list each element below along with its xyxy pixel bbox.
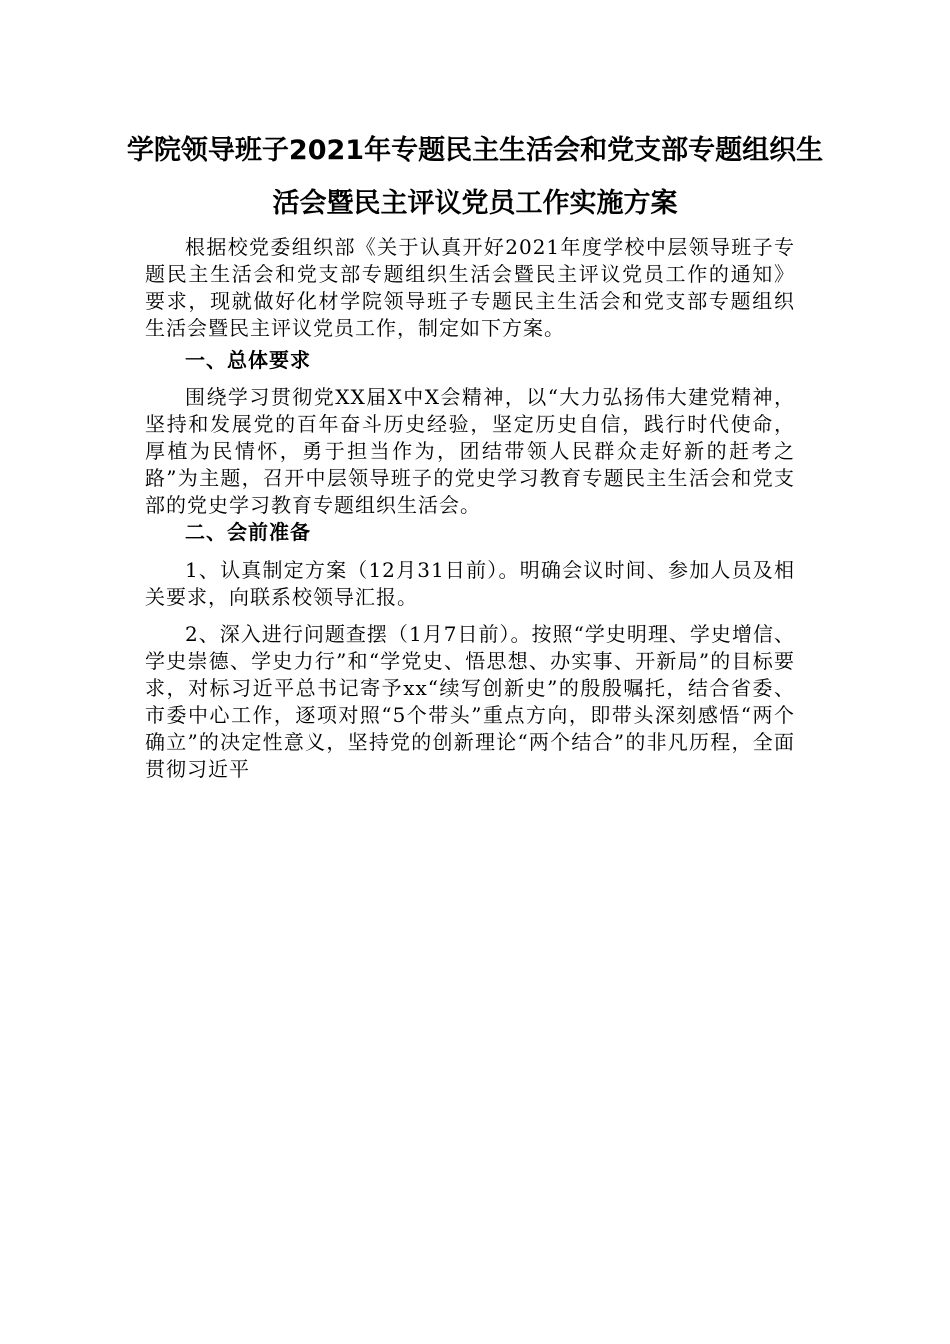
preparation-item-1: 1、认真制定方案（12月31日前）。明确会议时间、参加人员及相关要求，向联系校领导汇报。 (145, 558, 795, 609)
section-heading-pre-meeting-preparation: 二、会前准备 (185, 520, 311, 544)
document-title-line-1: 学院领导班子2021年专题民主生活会和党支部专题组织生 (126, 135, 824, 166)
intro-paragraph: 根据校党委组织部《关于认真开好2021年度学校中层领导班子专题民主生活会和党支部专题组织生活会暨民主评议党员工作的通知》要求，现就做好化材学院领导班子专题民主生活会和党支部专题组织生活会暨民主评议党员工作，制定如下方案。 (145, 235, 795, 340)
preparation-item-2: 2、深入进行问题查摆（1月7日前）。按照“学史明理、学史增信、学史崇德、学史力行”和“学党史、悟思想、办实事、开新局”的目标要求，对标习近平总书记寄予xx“续写创新史”的殷殷嘱托，结合省委、市委中心工作，逐项对照“5个带头”重点方向，即带头深刻感悟“两个确立”的决定性意义，坚持党的创新理论“两个结合”的非凡历程，全面贯彻习近平 (145, 622, 795, 781)
section-1-paragraph: 围绕学习贯彻党XX届X中X会精神，以“大力弘扬伟大建党精神，坚持和发展党的百年奋斗历史经验，坚定历史自信，践行时代使命，厚植为民情怀，勇于担当作为，团结带领人民群众走好新的赶考之路”为主题，召开中层领导班子的党史学习教育专题民主生活会和党支部的党史学习教育专题组织生活会。 (145, 385, 795, 517)
section-heading-overall-requirements: 一、总体要求 (185, 348, 311, 372)
document-title-line-2: 活会暨民主评议党员工作实施方案 (272, 188, 678, 219)
